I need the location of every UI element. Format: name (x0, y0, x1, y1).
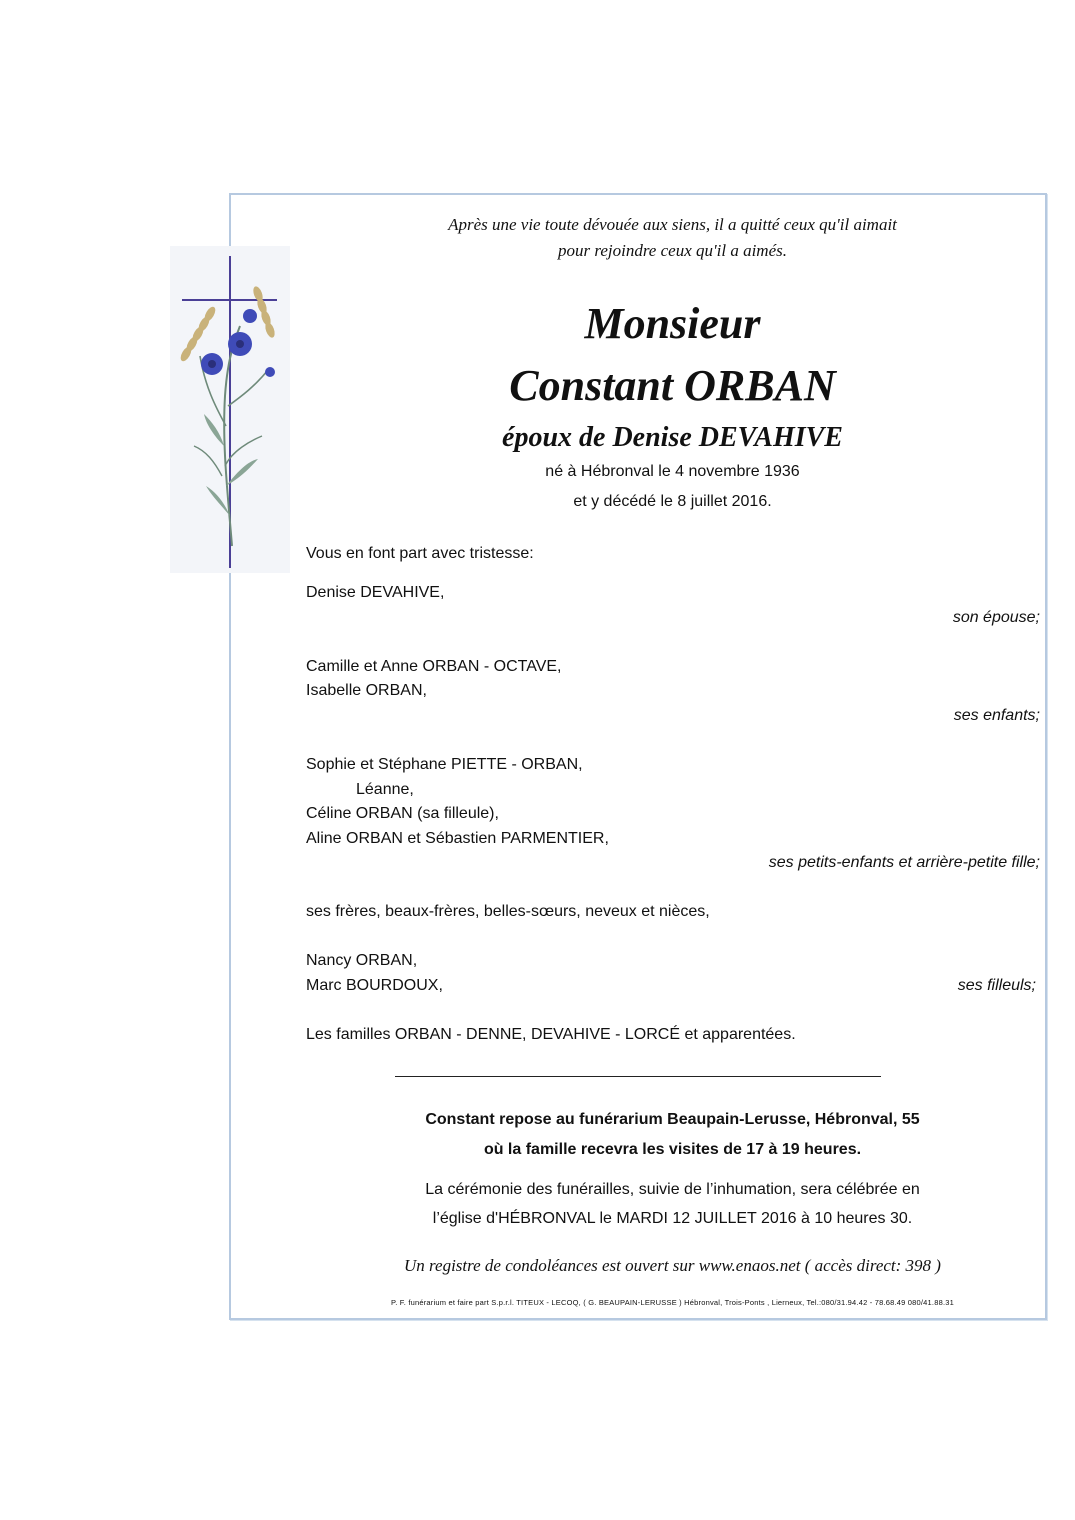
condolence-registry: Un registre de condoléances est ouvert sur www.enaos.net ( accès direct: 398 ) (404, 1256, 941, 1275)
cross-illustration (170, 246, 290, 573)
great-grandchild: Léanne, (356, 781, 414, 798)
child-2: Isabelle ORBAN, (306, 682, 427, 699)
child-1: Camille et Anne ORBAN - OCTAVE, (306, 658, 562, 675)
intro-line-2: pour rejoindre ceux qu'il a aimés. (557, 241, 787, 260)
grandchild-3: Aline ORBAN et Sébastien PARMENTIER, (306, 830, 609, 847)
children-role: ses enfants; (953, 707, 1040, 724)
godchildren-role: ses filleuls; (957, 977, 1036, 994)
intro-line-1: Après une vie toute dévouée aux siens, il a quitté ceux qu'il aimait (448, 215, 897, 234)
repose-line-1: Constant repose au funérarium Beaupain-Lerusse, Hébronval, 55 (425, 1111, 920, 1128)
godchild-1: Nancy ORBAN, (306, 952, 418, 969)
separator-line (395, 1076, 881, 1077)
spouse-line: époux de Denise DEVAHIVE (502, 422, 843, 453)
families-line: Les familles ORBAN - DENNE, DEVAHIVE - LORCÉ et apparentées. (306, 1026, 796, 1043)
cross-with-cornflowers-icon (170, 246, 290, 573)
death-line: et y décédé le 8 juillet 2016. (573, 493, 772, 510)
godchild-2: Marc BOURDOUX, (306, 977, 443, 994)
honorific: Monsieur (584, 299, 761, 348)
ceremony-line-2: l’église d'HÉBRONVAL le MARDI 12 JUILLET 2016 à 10 heures 30. (432, 1210, 913, 1227)
grandchildren-role: ses petits-enfants et arrière-petite fille; (768, 854, 1040, 871)
announcement-lead: Vous en font part avec tristesse: (306, 545, 534, 562)
grandchild-2: Céline ORBAN (sa filleule), (306, 805, 499, 822)
funeral-home-footer: P. F. funérarium et faire part S.p.r.l. TITEUX - LECOQ, ( G. BEAUPAIN-LERUSSE ) Hébronval, Trois-Ponts , Lierneux, Tel.:080/31.94.42 - 78.68.49 080/41.88.31 (391, 1298, 954, 1307)
deceased-name: Constant ORBAN (509, 361, 836, 410)
repose-line-2: où la famille recevra les visites de 17 à 19 heures. (483, 1141, 862, 1158)
spouse-name: Denise DEVAHIVE, (306, 584, 445, 601)
spouse-role: son épouse; (952, 609, 1040, 626)
grandchild-1: Sophie et Stéphane PIETTE - ORBAN, (306, 756, 583, 773)
birth-line: né à Hébronval le 4 novembre 1936 (545, 463, 800, 480)
ceremony-line-1: La cérémonie des funérailles, suivie de l’inhumation, sera célébrée en (425, 1181, 920, 1198)
siblings-line: ses frères, beaux-frères, belles-sœurs, neveux et nièces, (306, 903, 710, 920)
